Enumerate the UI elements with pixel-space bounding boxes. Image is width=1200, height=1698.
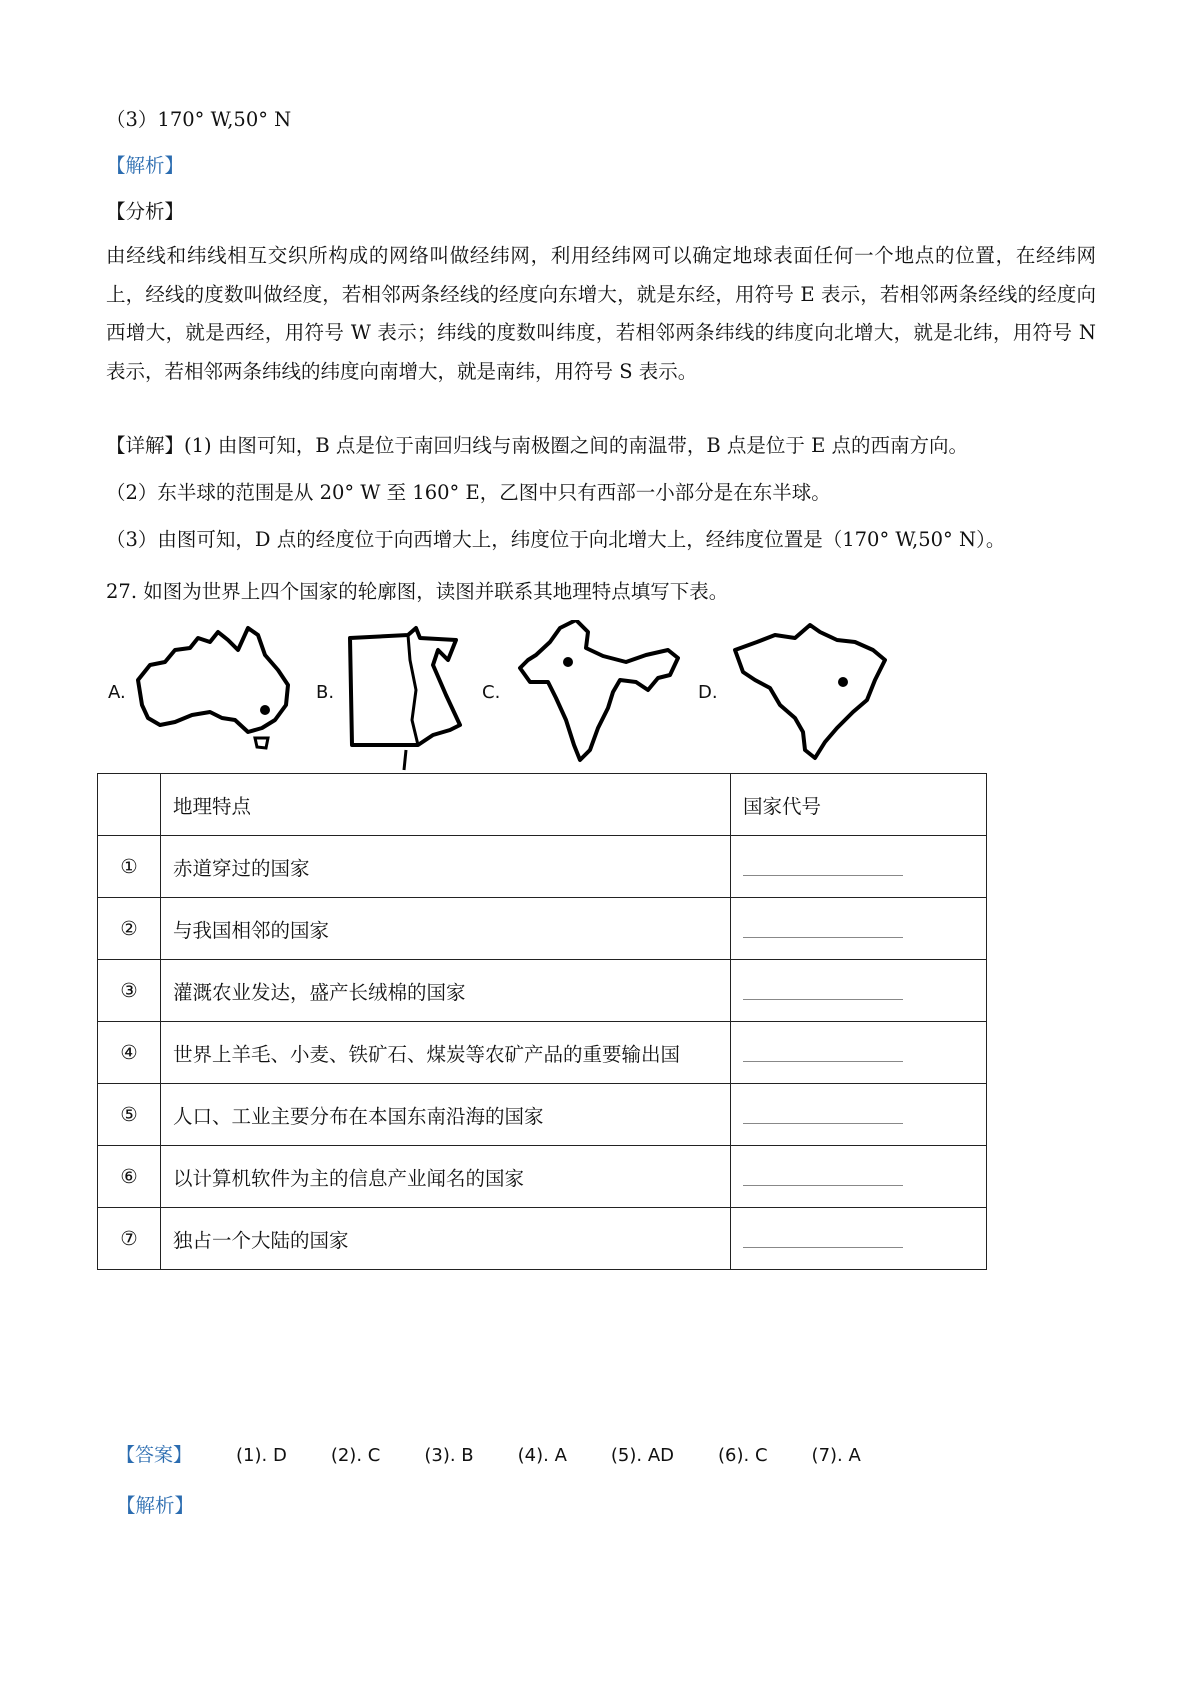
answer-blank[interactable] <box>743 861 903 876</box>
map-label-a: A. <box>108 682 126 703</box>
row-feature: 灌溉农业发达，盛产长绒棉的国家 <box>161 960 731 1022</box>
map-label-c: C. <box>482 682 501 703</box>
row-number: ⑤ <box>98 1084 161 1146</box>
answer-item: (2). C <box>330 1445 381 1466</box>
answer-blank-cell[interactable] <box>731 1084 987 1146</box>
brazil-outline <box>725 620 900 765</box>
row-number: ② <box>98 898 161 960</box>
answer-item: (5). AD <box>610 1445 675 1466</box>
answer-blank-cell[interactable] <box>731 1146 987 1208</box>
australia-outline <box>130 620 300 755</box>
answer-blank-cell[interactable] <box>731 1208 987 1270</box>
detail-1 <box>106 430 968 458</box>
row-number: ④ <box>98 1022 161 1084</box>
map-label-b: B. <box>316 682 335 703</box>
egypt-outline <box>338 620 478 775</box>
jiexi-heading: 【解析】 <box>106 154 185 177</box>
answer-line-3: （3）170° W,50° N <box>106 108 292 131</box>
answer-blank-cell[interactable] <box>731 836 987 898</box>
row-feature: 人口、工业主要分布在本国东南沿海的国家 <box>161 1084 731 1146</box>
detail-1-text: (1) 由图可知，B 点是位于南回归线与南极圈之间的南温带，B 点是位于 E 点的西南方向。 <box>184 434 969 457</box>
analysis-paragraph: 由经线和纬线相互交织所构成的网络叫做经纬网，利用经纬网可以确定地球表面任何一个地点的位置，在经纬网上，经线的度数叫做经度，若相邻两条经线的经度向东增大，就是东经，用符号 E 表示，若相邻两条经线的经度向西增大，就是西经，用符号 W 表示；纬线的度数叫纬度，若相邻两条纬线的纬度向北增大，就是北纬，用符号 N 表示，若相邻两条纬线的纬度向南增大，就是南纬，用符号 S 表示。 <box>106 244 1096 383</box>
answer-blank[interactable] <box>743 1171 903 1186</box>
row-feature: 赤道穿过的国家 <box>161 836 731 898</box>
header-num <box>98 774 161 836</box>
country-outline-maps <box>100 620 1000 770</box>
detail-2: （2）东半球的范围是从 20° W 至 160° E，乙图中只有西部一小部分是在东半球。 <box>106 481 831 504</box>
answer-blank[interactable] <box>743 1233 903 1248</box>
row-number: ⑦ <box>98 1208 161 1270</box>
question-27: 27. 如图为世界上四个国家的轮廓图，读图并联系其地理特点填写下表。 <box>106 580 729 603</box>
detail-label: 【详解】 <box>106 434 185 457</box>
answer-blank-cell[interactable] <box>731 960 987 1022</box>
answer-item: (7). A <box>811 1445 861 1466</box>
answer-label: 【答案】 <box>116 1444 193 1466</box>
answer-item: (4). A <box>517 1445 567 1466</box>
feature-table <box>97 773 987 1270</box>
table-row <box>98 898 987 960</box>
answer-blank-cell[interactable] <box>731 898 987 960</box>
table-header-row <box>98 774 987 836</box>
fenxi-heading: 【分析】 <box>106 200 185 223</box>
header-country-code: 国家代号 <box>731 774 987 836</box>
table-row <box>98 960 987 1022</box>
answer-blank[interactable] <box>743 923 903 938</box>
row-feature: 独占一个大陆的国家 <box>161 1208 731 1270</box>
row-number: ③ <box>98 960 161 1022</box>
detail-3: （3）由图可知，D 点的经度位于向西增大上，纬度位于向北增大上，经纬度位置是（170° W,50° N）。 <box>106 528 1006 551</box>
answer-blank[interactable] <box>743 985 903 1000</box>
table-row <box>98 1146 987 1208</box>
row-number: ⑥ <box>98 1146 161 1208</box>
answer-item: (3). B <box>424 1445 474 1466</box>
row-number: ① <box>98 836 161 898</box>
jiexi-heading-2: 【解析】 <box>116 1494 195 1517</box>
table-row <box>98 1084 987 1146</box>
answer-blank[interactable] <box>743 1109 903 1124</box>
answer-item: (6). C <box>718 1445 768 1466</box>
answer-blank-cell[interactable] <box>731 1022 987 1084</box>
row-feature: 与我国相邻的国家 <box>161 898 731 960</box>
india-outline <box>508 620 688 770</box>
table-row <box>98 1208 987 1270</box>
answer-blank[interactable] <box>743 1047 903 1062</box>
table-row <box>98 836 987 898</box>
table-row <box>98 1022 987 1084</box>
row-feature: 世界上羊毛、小麦、铁矿石、煤炭等农矿产品的重要输出国 <box>161 1022 731 1084</box>
row-feature: 以计算机软件为主的信息产业闻名的国家 <box>161 1146 731 1208</box>
answer-line <box>116 1440 861 1467</box>
answer-item: (1). D <box>236 1445 287 1466</box>
map-label-d: D. <box>698 682 718 703</box>
header-feature: 地理特点 <box>161 774 731 836</box>
